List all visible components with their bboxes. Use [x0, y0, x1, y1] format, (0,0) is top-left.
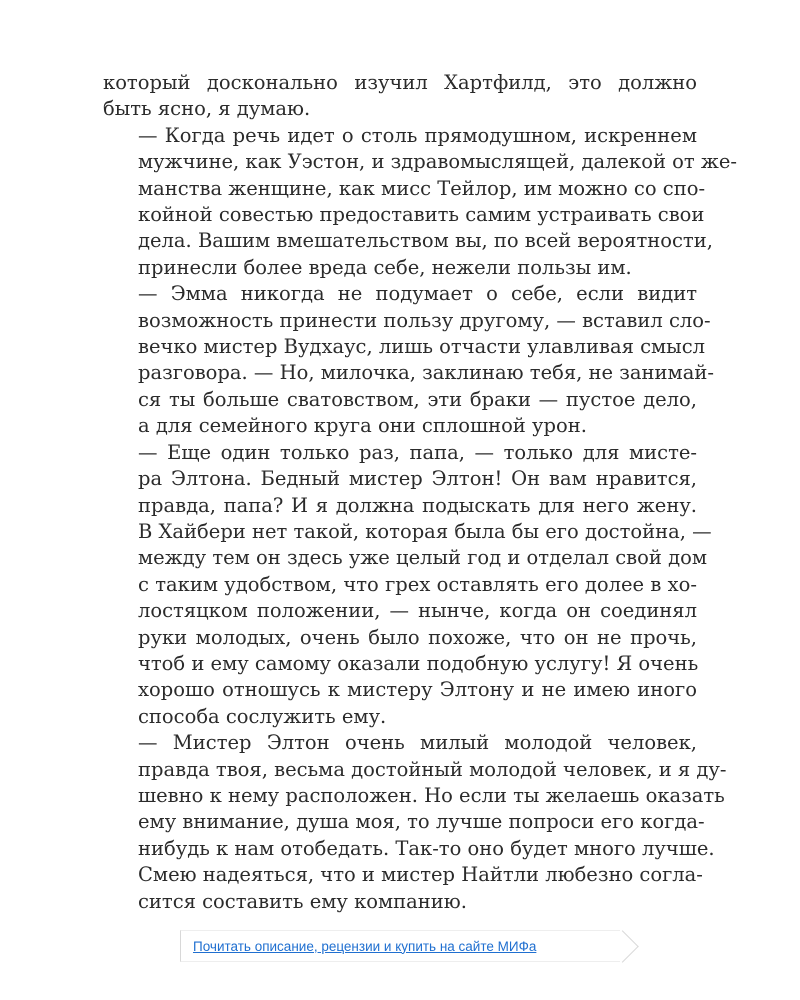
text-line: ему внимание, душа моя, то лучше попроси его когда- [138, 810, 705, 834]
text-line: шевно к нему расположен. Но если ты желаешь оказать [138, 783, 725, 807]
text-line: мужчине, как Уэстон, и здравомыслящей, далекой от же- [138, 150, 737, 174]
text-line: возможность принести пользу другому, — вставил сло- [138, 308, 711, 332]
chevron-right-icon [606, 930, 639, 963]
text-line: нибудь к нам отобедать. Так-то оно будет много лучше. [138, 836, 715, 860]
text-line: правда твоя, весьма достойный молодой человек, и я ду- [138, 757, 727, 781]
text-line: — Еще один только раз, папа, — только для мисте- [138, 440, 697, 464]
book-page-text [103, 70, 737, 915]
text-line: — Мистер Элтон очень милый молодой человек, [138, 731, 697, 755]
text-line: — Когда речь идет о столь прямодушном, искреннем [138, 123, 697, 147]
text-line: Смею надеяться, что и мистер Найтли любезно согла- [138, 863, 703, 887]
paragraph-5 [103, 730, 727, 915]
text-line: — Эмма никогда не подумает о себе, если видит [138, 282, 697, 306]
text-line: койной совестью предоставить самим устраивать свои [138, 203, 705, 227]
text-line: а для семейного круга они сплошной урон. [138, 414, 587, 438]
text-line: принесли более вреда себе, нежели пользы им. [138, 255, 632, 279]
text-line: между тем он здесь уже целый год и отделал свой дом [138, 546, 707, 570]
text-line: чтоб и ему самому оказали подобную услугу! Я очень [138, 651, 699, 675]
text-line: правда, папа? И я должна подыскать для него жену. [138, 493, 697, 517]
text-line: лостяцком положении, — нынче, когда он соединял [138, 599, 697, 623]
text-line: манства женщине, как мисс Тейлор, им можно со спо- [138, 176, 706, 200]
text-line: разговора. — Но, милочка, заклинаю тебя, не занимай- [138, 361, 714, 385]
text-line: сится составить ему компанию. [138, 889, 467, 913]
text-line: ра Элтона. Бедный мистер Элтон! Он вам нравится, [138, 467, 697, 491]
text-line: В Хайбери нет такой, которая была бы его достойна, — [138, 519, 712, 543]
paragraph-2 [103, 123, 737, 281]
purchase-link[interactable]: Почитать описание, рецензии и купить на сайте МИФа [193, 938, 537, 954]
text-line: хорошо отношусь к мистеру Элтону и не имею иного [138, 678, 697, 702]
paragraph-1 [103, 70, 697, 123]
text-line: ся ты больше сватовством, эти браки — пустое дело, [138, 387, 697, 411]
text-line: дела. Вашим вмешательством вы, по всей вероятности, [138, 229, 713, 253]
purchase-banner[interactable] [180, 930, 620, 962]
text-line: вечко мистер Вудхаус, лишь отчасти улавливая смысл [138, 335, 706, 359]
text-line: руки молодых, очень было похоже, что он не прочь, [138, 625, 697, 649]
text-line: с таким удобством, что грех оставлять его долее в хо- [138, 572, 697, 596]
text-line: быть ясно, я думаю. [103, 97, 311, 121]
paragraph-3 [103, 281, 714, 439]
text-line: который досконально изучил Хартфилд, это должно [103, 71, 697, 94]
text-line: способа сослужить ему. [138, 704, 387, 728]
paragraph-4 [103, 440, 712, 730]
